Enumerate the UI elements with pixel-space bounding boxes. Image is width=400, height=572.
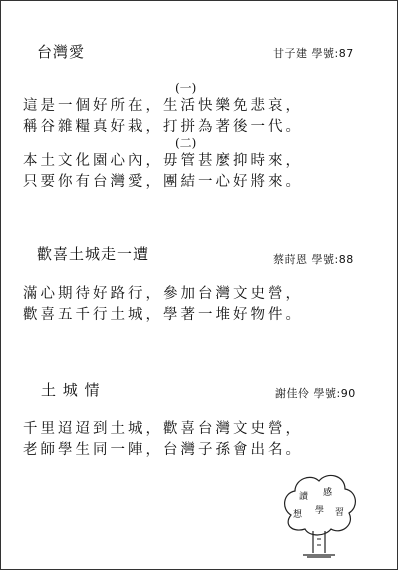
verse-line: 歡喜五千行土城，學著一堆好物件。 [23,307,303,323]
verse-line: 本土文化園心內，毋管甚麼抑時來， [23,153,303,169]
section-mark: (二) [175,136,197,150]
tree-char: 感 [323,488,333,498]
poem-title: 土 城 情 [41,381,101,399]
verse-line: 千里迢迢到土城，歡喜台灣文史營， [23,421,303,437]
tree-char: 學 [315,506,325,516]
poem-author: 謝佳伶 學號:90 [275,387,356,400]
tree-char: 想 [293,510,303,520]
verse-line: 稱谷雜糧真好栽，打拼為著後一代。 [23,119,303,135]
verse-line: 這是一個好所在，生活快樂免悲哀， [23,98,303,114]
poem-title: 歡喜土城走一遭 [37,245,150,263]
tree-icon [277,469,361,561]
poem-title: 台灣愛 [37,43,86,61]
verse-line: 滿心期待好路行，參加台灣文史營， [23,286,303,302]
section-mark: (一) [175,81,197,95]
verse-line: 老師學生同一陣，台灣子孫會出名。 [23,442,303,458]
poem-author: 蔡莳恩 學號:88 [273,253,354,266]
tree-illustration [277,469,361,561]
tree-char: 讀 [299,492,309,502]
tree-char: 習 [335,508,345,518]
poem-author: 甘子建 學號:87 [273,47,354,60]
verse-line: 只要你有台灣愛，團結一心好將來。 [23,174,303,190]
